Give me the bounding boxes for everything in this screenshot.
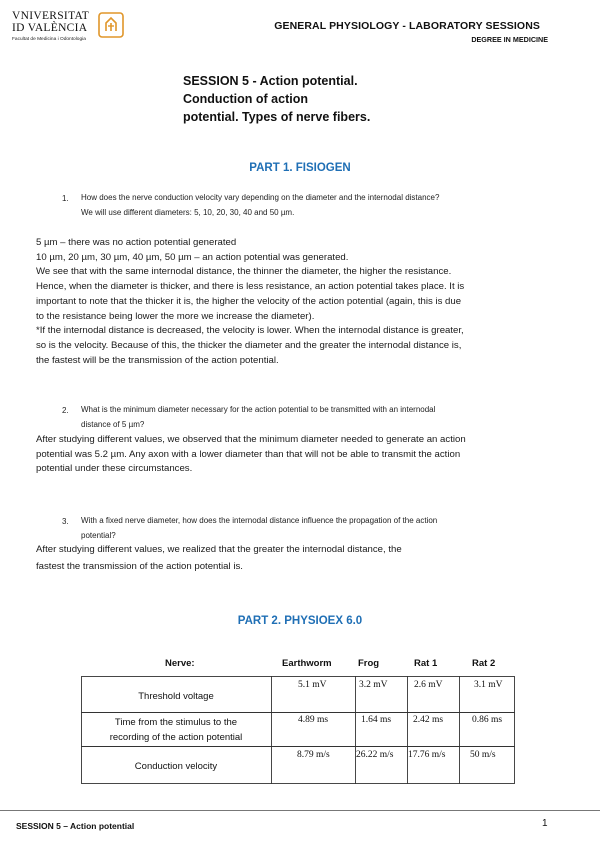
question-2-line-1: What is the minimum diameter necessary for the action potential to be transmitted with an internodal [81,405,436,414]
answer-1-line: to the resistance being lower the more we increase the diameter). [36,310,315,322]
table-row-2-label [81,715,271,745]
table-row-2-frog: 1.64 ms [361,715,392,725]
answer-2-line: potential under these circumstances. [36,463,193,475]
part1-title: PART 1. FISIOGEN [249,162,351,174]
table-row-1-frog: 3.2 mV [359,680,388,690]
answer-1-line: We see that with the same internodal distance, the thinner the diameter, the higher the resistance. [36,266,452,278]
table-row-2-earthworm: 4.89 ms [298,715,329,725]
question-3-line-2: potential? [81,531,116,540]
table-row-3-earthworm: 8.79 m/s [297,750,330,760]
answer-2-line: potential was 5.2 µm. Any axon with a lower diameter than that will not be able to transmit the action [36,448,461,460]
table-row-3-label-line: Conduction velocity [134,761,218,772]
question-3-line-1: With a fixed nerve diameter, how does the internodal distance influence the propagation of the action [81,516,438,525]
question-2-number: 2. [62,406,69,415]
question-1-line-1: How does the nerve conduction velocity vary depending on the diameter and the internodal distance? [81,193,440,202]
session-title-line-1: SESSION 5 - Action potential. [183,74,358,88]
table-row-2-label-line-1: Time from the stimulus to the [114,717,238,728]
table-row-2-rat-1: 2.42 ms [413,715,444,725]
table-header-frog: Frog [358,658,380,669]
logo-line-3: Facultat de Medicina i Odontologia [12,37,86,42]
answer-1-line: the fastest will be the transmission of the action potential. [36,354,279,366]
table-row-3-label [81,759,271,774]
answer-1-line: 10 µm, 20 µm, 30 µm, 40 µm, 50 µm – an action potential was generated. [36,251,349,263]
logo-line-1: VNIVERSITAT [12,10,90,22]
table-row-1-rat-2: 3.1 mV [474,680,503,690]
table-header-earthworm: Earthworm [282,658,332,669]
question-1 [81,190,439,220]
answer-1-line: Hence, when the diameter is thicker, and there is less resistance, an action potential takes place. It is [36,281,465,293]
table-row-1-rat-1: 2.6 mV [414,680,443,690]
table-row-3-frog: 26.22 m/s [356,750,394,760]
table-row-1-earthworm: 5.1 mV [298,680,327,690]
session-title-line-3: potential. Types of nerve fibers. [183,110,371,124]
table-row-2-rat-2: 0.86 ms [472,715,503,725]
footer-session: SESSION 5 – Action potential [16,821,135,831]
answer-2 [36,433,466,477]
question-1-line-2: We will use different diameters: 5, 10, 20, 30, 40 and 50 µm. [81,208,295,217]
university-logo [12,10,124,46]
table-header-rat-1: Rat 1 [414,658,438,669]
table-header-rat-2: Rat 2 [472,658,496,669]
header-subtitle: DEGREE IN MEDICINE [471,35,548,44]
question-2 [81,402,435,432]
university-seal-icon [98,12,124,38]
footer-divider [0,810,600,811]
table-header-nerve: Nerve: [165,658,195,669]
question-3 [81,513,437,543]
answer-1 [36,236,464,368]
header-title: GENERAL PHYSIOLOGY - LABORATORY SESSIONS [274,20,540,32]
logo-line-2: ID VALÈNCIA [12,22,88,34]
answer-1-line: *If the internodal distance is decreased, the velocity is lower. When the internodal distance is greater, [36,325,464,337]
question-2-line-2: distance of 5 µm? [81,420,145,429]
answer-1-line: so is the velocity. Because of this, the thicker the diameter and the greater the internodal distance is, [36,339,462,351]
answer-2-line: After studying different values, we observed that the minimum diameter needed to generate an action [36,434,466,445]
answer-3-line: After studying different values, we realized that the greater the internodal distance, the [36,544,402,555]
table-row-2-label-line-2: recording of the action potential [109,732,243,743]
table-row-1-label [81,689,271,704]
table-row-1-label-line: Threshold voltage [138,691,214,702]
session-title [183,72,443,126]
answer-3-line: fastest the transmission of the action potential is. [36,560,243,572]
question-1-number: 1. [62,194,69,203]
answer-1-line: important to note that the thicker it is, the higher the velocity of the action potential (again, this is due [36,295,462,307]
question-3-number: 3. [62,517,69,526]
answer-3 [36,542,402,575]
table-row-3-rat-2: 50 m/s [470,750,496,760]
session-title-line-2: Conduction of action [183,92,308,106]
part2-title: PART 2. PHYSIOEX 6.0 [237,615,363,627]
answer-1-line: 5 µm – there was no action potential generated [36,237,237,248]
page-number: 1 [542,818,548,829]
table-row-3-rat-1: 17.76 m/s [408,750,446,760]
